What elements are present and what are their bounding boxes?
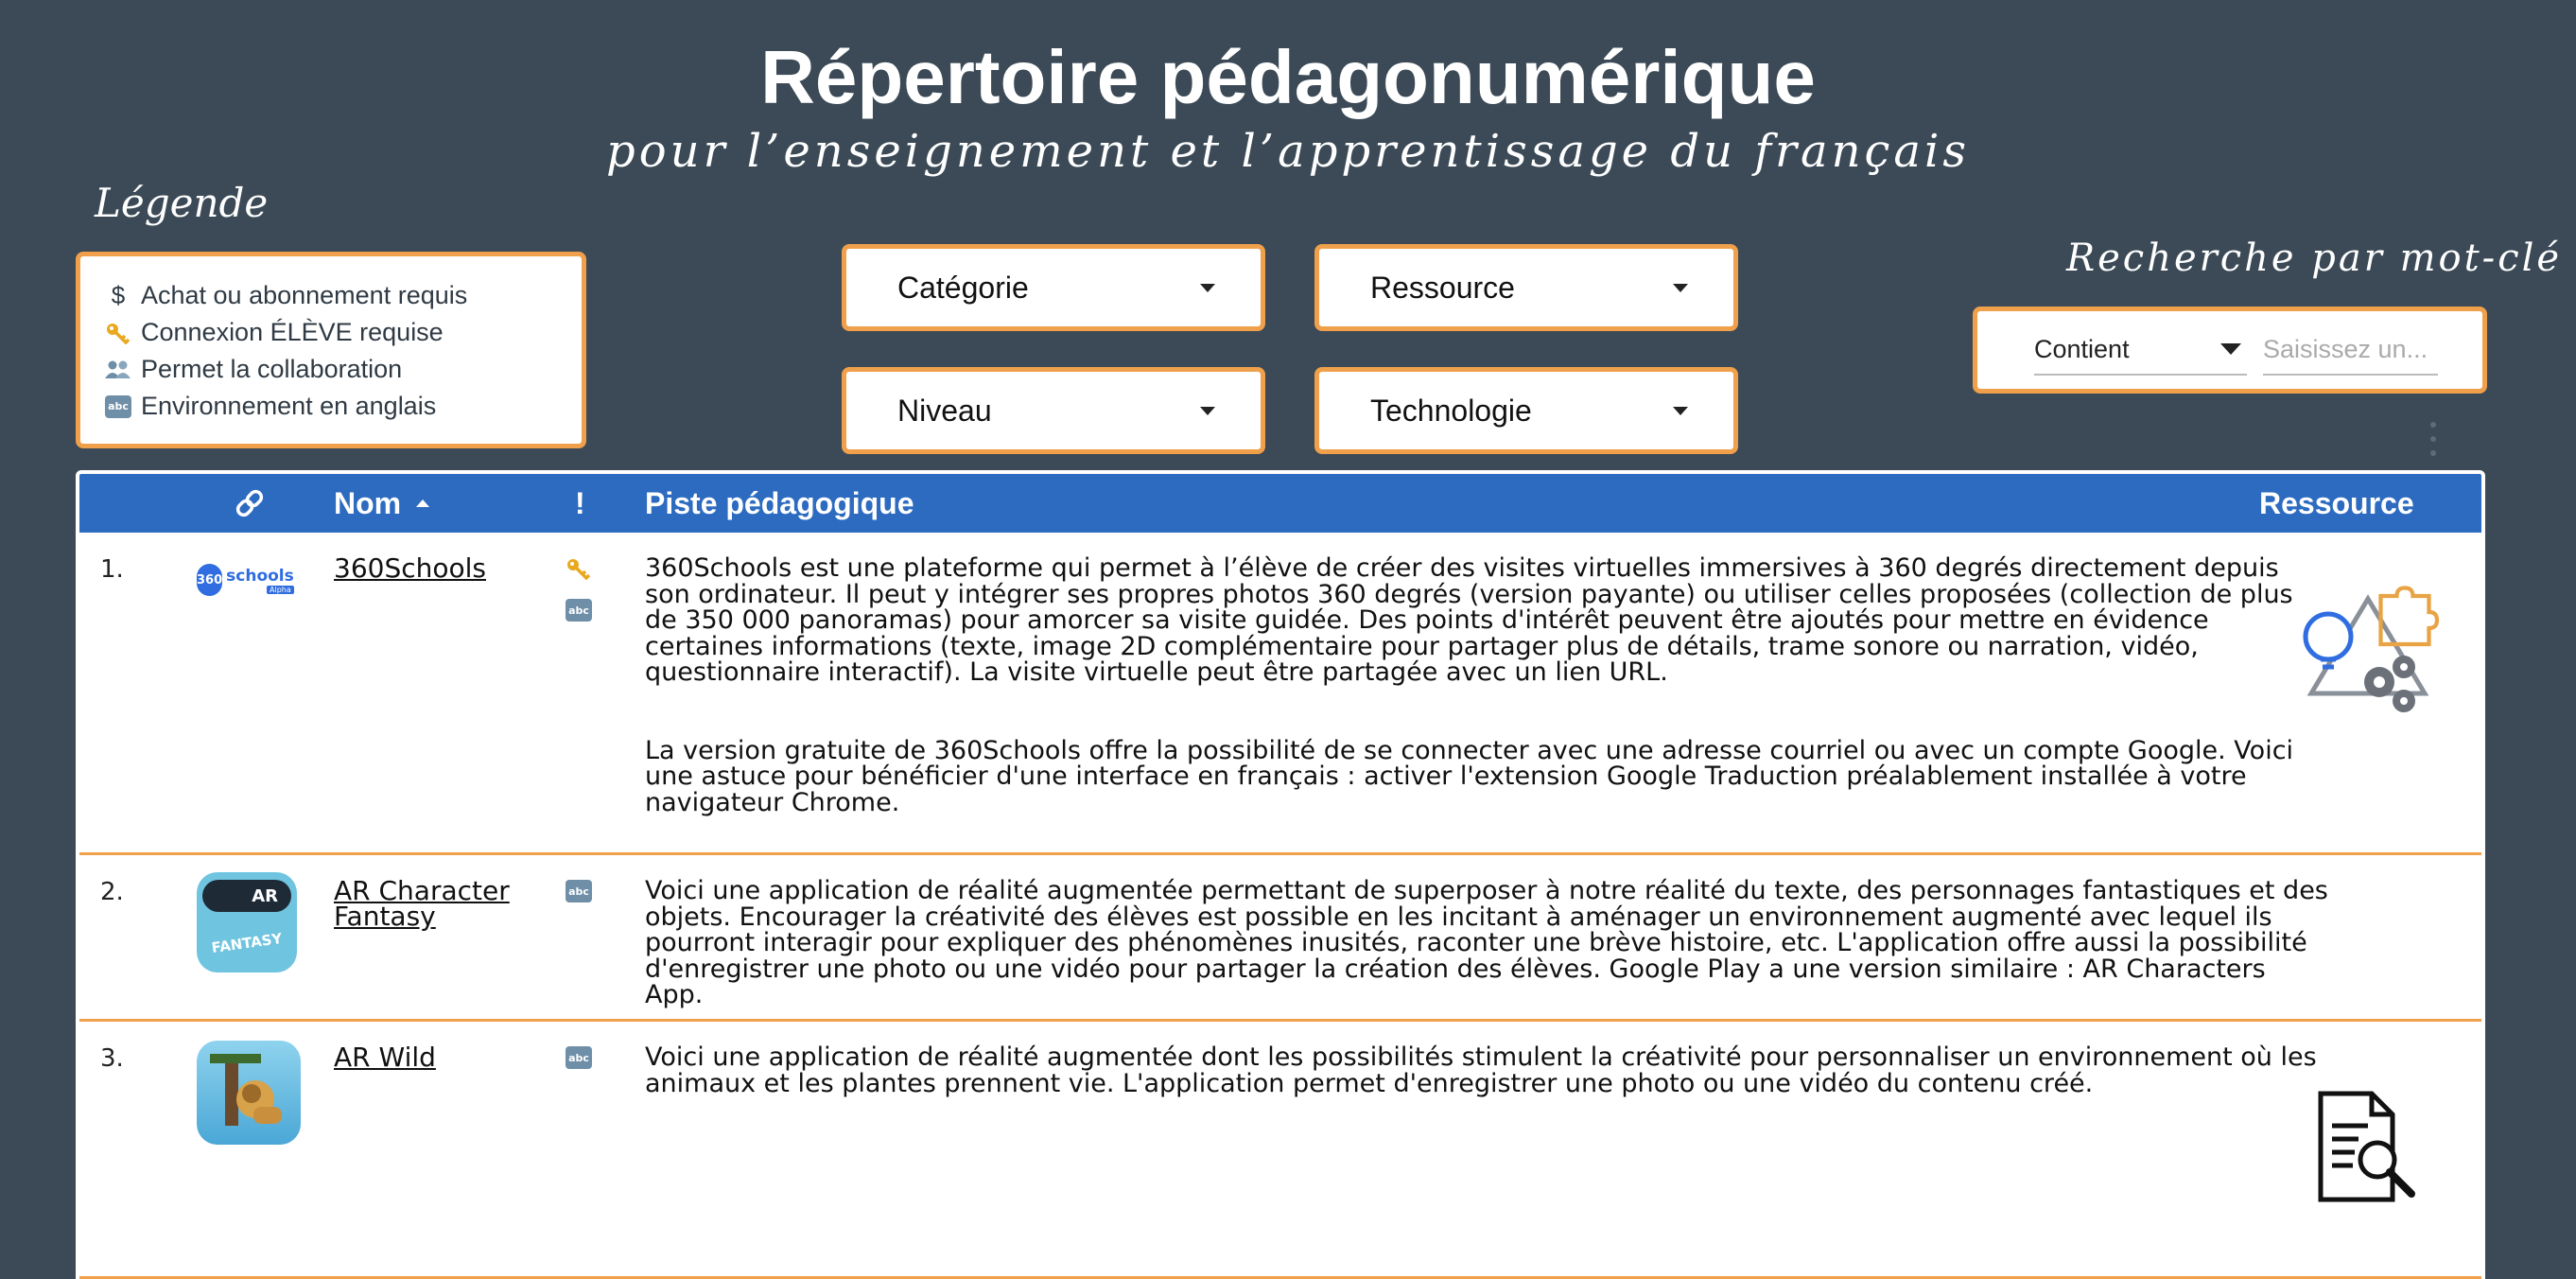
- page-subtitle: pour l’enseignement et l’apprentissage du français: [606, 125, 1970, 178]
- description-paragraph: Voici une application de réalité augmentée permettant de superposer à notre réalité du texte, des personnages fantastiques et des objets. Encourager la créativité des élèves est possible en les incitant à aménager un environnement augmenté avec lequel ils pourront interagir pour expliquer des phénomènes inusités, raconter une brève histoire, etc. L'application offre aussi la possibilité d'enregistrer une photo ou une vidéo pour partager la création des élèves. Google Play a une version similaire : AR Characters App.: [645, 876, 2328, 1009]
- categorie-dropdown[interactable]: [842, 244, 1265, 331]
- dropdown-label: Niveau: [897, 393, 992, 428]
- caret-down-icon: [1200, 407, 1215, 415]
- logo-sub: FANTASY: [210, 929, 284, 957]
- column-header-nom[interactable]: [334, 474, 429, 533]
- logo-sub: schools: [226, 566, 294, 586]
- table-header: [79, 474, 2481, 533]
- document-search-icon[interactable]: [2313, 1088, 2427, 1215]
- resource-name-link[interactable]: AR Character Fantasy: [334, 875, 510, 932]
- legend-label: Connexion ÉLÈVE requise: [141, 318, 444, 346]
- legend-item-collab: [96, 351, 566, 388]
- row-description: [645, 878, 2328, 1008]
- description-paragraph: 360Schools est une plateforme qui permet à l’élève de créer des visites virtuelles immersives à 360 degrés directement depuis son ordinateur. Il peut y intégrer ses propres photos 360 degrés (version payante) ou utiliser celles proposées (collection de plus de 350 000 panoramas) pour amorcer sa visite guidée. Des points d'intérêt peuvent être ajoutés pour mettre en évidence certaines informations (texte, image 2D complémentaire pour partager plus de détails, trame sonore ou narration, vidéo, questionnaire interactif). La visite virtuelle peut être partagée avec un lien URL.: [645, 553, 2293, 687]
- table-row: [79, 1022, 2481, 1279]
- column-header-label: Nom: [334, 485, 402, 520]
- logo-badge: Alpha: [267, 586, 294, 594]
- app-logo-360schools[interactable]: [197, 552, 294, 608]
- description-paragraph: La version gratuite de 360Schools offre la possibilité de se connecter avec une adresse courriel ou avec un compte Google. Voici une astuce pour bénéficier d'une interface en français : activer l'extension Google Traduction préalablement installée à votre navigateur Chrome.: [645, 735, 2294, 817]
- key-icon: [566, 557, 594, 584]
- technologie-dropdown[interactable]: [1314, 367, 1738, 454]
- legend-label: Permet la collaboration: [141, 355, 403, 383]
- app-logo-ar-character-fantasy[interactable]: [197, 872, 297, 972]
- search-input[interactable]: [2263, 324, 2438, 376]
- page-title: Répertoire pédagonumérique: [760, 35, 1816, 119]
- row-flags: [566, 1046, 594, 1069]
- legend-item-login: [96, 314, 566, 351]
- column-header-flag: !: [575, 485, 585, 520]
- row-number: 2.: [100, 878, 124, 906]
- search-mode-label: Contient: [2034, 334, 2130, 363]
- dropdown-label: Catégorie: [897, 270, 1029, 305]
- dropdown-label: Technologie: [1370, 393, 1532, 428]
- row-description: [645, 555, 2328, 815]
- row-number: 1.: [100, 555, 124, 584]
- creativity-gears-icon[interactable]: [2292, 580, 2444, 735]
- people-icon: [96, 359, 141, 380]
- column-header-ressource: Ressource: [2259, 485, 2414, 520]
- caret-down-icon: [2220, 343, 2241, 355]
- key-icon: [96, 322, 141, 344]
- niveau-dropdown[interactable]: [842, 367, 1265, 454]
- more-options-icon[interactable]: [2428, 422, 2438, 456]
- legend-label: Environnement en anglais: [141, 392, 437, 420]
- legend-box: [76, 252, 586, 448]
- abc-icon: abc: [566, 599, 592, 622]
- legend-item-english: [96, 388, 566, 425]
- caret-down-icon: [1673, 407, 1688, 415]
- search-title: Recherche par mot-clé: [2066, 237, 2563, 280]
- row-flags: [566, 557, 594, 622]
- resource-name-link[interactable]: AR Wild: [334, 1042, 436, 1073]
- row-flags: [566, 880, 594, 902]
- resource-table: [76, 470, 2485, 1279]
- logo-text: 360: [197, 564, 222, 596]
- table-row: [79, 855, 2481, 1022]
- caret-down-icon: [1200, 284, 1215, 292]
- abc-icon: abc: [96, 395, 141, 418]
- dollar-icon: $: [111, 281, 126, 309]
- caret-down-icon: [1673, 284, 1688, 292]
- search-box: [1973, 307, 2487, 394]
- sort-asc-icon: [416, 499, 429, 507]
- app-logo-ar-wild[interactable]: [197, 1041, 301, 1145]
- column-header-piste: Piste pédagogique: [645, 485, 914, 520]
- legend-title: Légende: [95, 180, 269, 226]
- dropdown-label: Ressource: [1370, 270, 1515, 305]
- row-number: 3.: [100, 1044, 124, 1073]
- legend-label: Achat ou abonnement requis: [141, 281, 468, 309]
- row-description: [645, 1044, 2328, 1096]
- table-row: [79, 533, 2481, 855]
- abc-icon: abc: [566, 1046, 592, 1069]
- legend-item-purchase: [96, 277, 566, 314]
- description-paragraph: Voici une application de réalité augmentée dont les possibilités stimulent la créativité pour personnaliser un environnement où les animaux et les plantes prennent vie. L'application permet d'enregistrer une photo ou une vidéo du contenu créé.: [645, 1042, 2317, 1098]
- abc-icon: abc: [566, 880, 592, 902]
- logo-text: AR: [202, 880, 291, 912]
- resource-name-link[interactable]: 360Schools: [334, 552, 486, 584]
- ressource-dropdown[interactable]: [1314, 244, 1738, 331]
- search-mode-select[interactable]: [2034, 324, 2247, 376]
- link-icon: [231, 474, 269, 533]
